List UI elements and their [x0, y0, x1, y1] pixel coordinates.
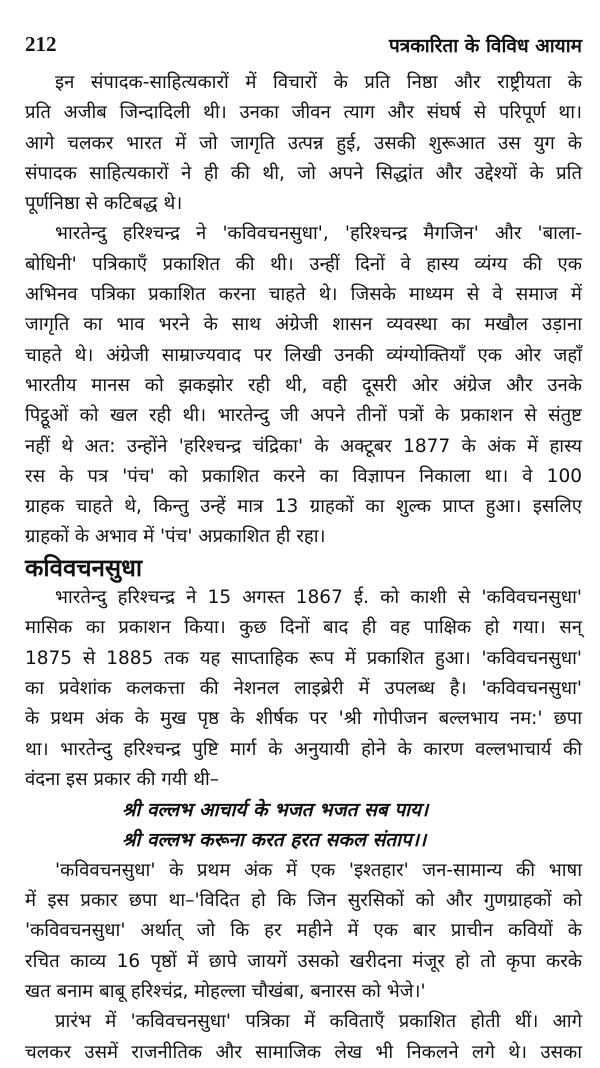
- text-line: का प्रवेशांक कलकत्ता की नेशनल लाइब्रेरी में उपलब्ध है। 'कविवचनसुधा': [25, 677, 582, 699]
- text-line: भारतेन्दु हरिश्चन्द्र ने 15 अगस्त 1867 ई. को काशी से 'कविवचनसुधा': [55, 587, 582, 609]
- text-line: था। भारतेन्दु हरिश्चन्द्र पुष्टि मार्ग के अनुयायी होने के कारण वल्लभाचार्य की: [25, 738, 582, 760]
- text-line: इन संपादक-साहित्यकारों में विचारों के प्रति निष्ठा और राष्ट्रीयता के: [55, 72, 582, 93]
- page-number: 212: [25, 32, 57, 56]
- text-line: बोधिनी' पत्रिकाएँ प्रकाशित की थी। उन्हीं दिनों वे हास्य व्यंग्य की एक: [25, 253, 582, 275]
- text-line: पूर्णनिष्ठा से कटिबद्ध थे।: [25, 193, 183, 215]
- text-line: रस के पत्र 'पंच' को प्रकाशित करने का विज्ञापन निकाला था। वे 100: [25, 465, 582, 487]
- text-line: वंदना इस प्रकार की गयी थी–: [25, 768, 220, 790]
- paragraph: [25, 856, 582, 1007]
- text-line: चाहते थे। अंग्रेजी साम्राज्यवाद पर लिखी उनकी व्यंग्योक्तियाँ एक ओर जहाँ: [25, 344, 582, 366]
- text-line: 'कविवचनसुधा' के प्रथम अंक में एक 'इश्तहार' जन-सामान्य की भाषा: [55, 859, 582, 881]
- text-line: पिट्ठूओं को खल रही थी। भारतेन्दु जी अपने तीनों पत्रों के प्रकाशन से संतुष्ट: [25, 405, 582, 427]
- text-line: 'कविवचनसुधा' अर्थात् जो कि हर महीने में एक बार प्राचीन कवियों के: [25, 920, 582, 942]
- verse-line: श्री वल्लभ आचार्य के भजत भजत सब पाय।: [122, 799, 429, 822]
- text-line: भारतेन्दु हरिश्चन्द्र ने 'कविवचनसुधा', 'हरिश्चन्द्र मैगजिन' और 'बाला-: [55, 223, 582, 245]
- text-line: में इस प्रकार छपा था–'विदित हो कि जिन सुरसिकों को और गुणग्राहकों को: [25, 890, 582, 912]
- text-line: आगे चलकर भारत में जो जागृति उत्पन्न हुई, उसकी शुरूआत उस युग के: [25, 132, 582, 154]
- text-line: भारतीय मानस को झकझोर रही थी, वही दूसरी ओर अंग्रेज और उनके: [25, 374, 582, 396]
- text-line: मासिक का प्रकाशन किया। कुछ दिनों बाद ही वह पाक्षिक हो गया। सन्: [25, 617, 582, 639]
- text-line: खत बनाम बाबू हरिश्चंद्र, मोहल्ला चौखंबा, बनारस को भेजे।': [25, 980, 426, 1002]
- paragraph: [25, 219, 582, 552]
- text-line: संपादक साहित्यकारों ने ही की थी, जो अपने सिद्धांत और उद्देश्यों के प्रति: [25, 162, 582, 184]
- verse-block: [25, 795, 582, 856]
- verse-line: श्री वल्लभ करूना करत हरत सकल संताप।।: [122, 829, 427, 852]
- text-line: नहीं थे अत: उन्होंने 'हरिश्चन्द्र चंद्रिका' के अक्टूबर 1877 के अंक में हास्य: [25, 435, 582, 457]
- section-heading: कविवचनसुधा: [25, 553, 143, 582]
- page-header: [25, 32, 582, 62]
- text-line: जागृति का भाव भरने के साथ अंग्रेजी शासन व्यवस्था का मखौल उड़ाना: [25, 314, 582, 336]
- text-line: ग्राहक चाहते थे, किन्तु उन्हें मात्र 13 ग्राहकों का शुल्क प्राप्त हुआ। इसलिए: [25, 496, 582, 518]
- page-body: [25, 68, 582, 1068]
- text-line: अभिनव पत्रिका प्रकाशित करना चाहते थे। जिसके माध्यम से वे समाज में: [25, 284, 582, 306]
- text-line: चलकर उसमें राजनीतिक और सामाजिक लेख भी निकलने लगे थे। उसका: [25, 1041, 582, 1063]
- paragraph: [25, 68, 582, 219]
- text-line: के प्रथम अंक के मुख पृष्ठ के शीर्षक पर 'श्री गोपीजन बल्लभाय नम:' छपा: [25, 708, 582, 730]
- text-line: रचित काव्य 16 पृष्ठों में छापे जायगें उसको खरीदना मंजूर हो तो कृपा करके: [25, 950, 582, 972]
- text-line: प्रति अजीब जिन्दादिली थी। उनका जीवन त्याग और संघर्ष से परिपूर्ण था।: [25, 102, 582, 124]
- text-line: ग्राहकों के अभाव में 'पंच' अप्रकाशित ही रहा।: [25, 526, 326, 548]
- text-line: प्रारंभ में 'कविवचनसुधा' पत्रिका में कविताएँ प्रकाशित होती थीं। आगे: [55, 1011, 582, 1033]
- running-title: पत्रकारिता के विविध आयाम: [388, 35, 582, 57]
- text-line: 1875 से 1885 तक यह साप्ताहिक रूप में प्रकाशित हुआ। 'कविवचनसुधा': [25, 647, 582, 669]
- paragraph: [25, 1007, 582, 1068]
- paragraph: [25, 583, 582, 795]
